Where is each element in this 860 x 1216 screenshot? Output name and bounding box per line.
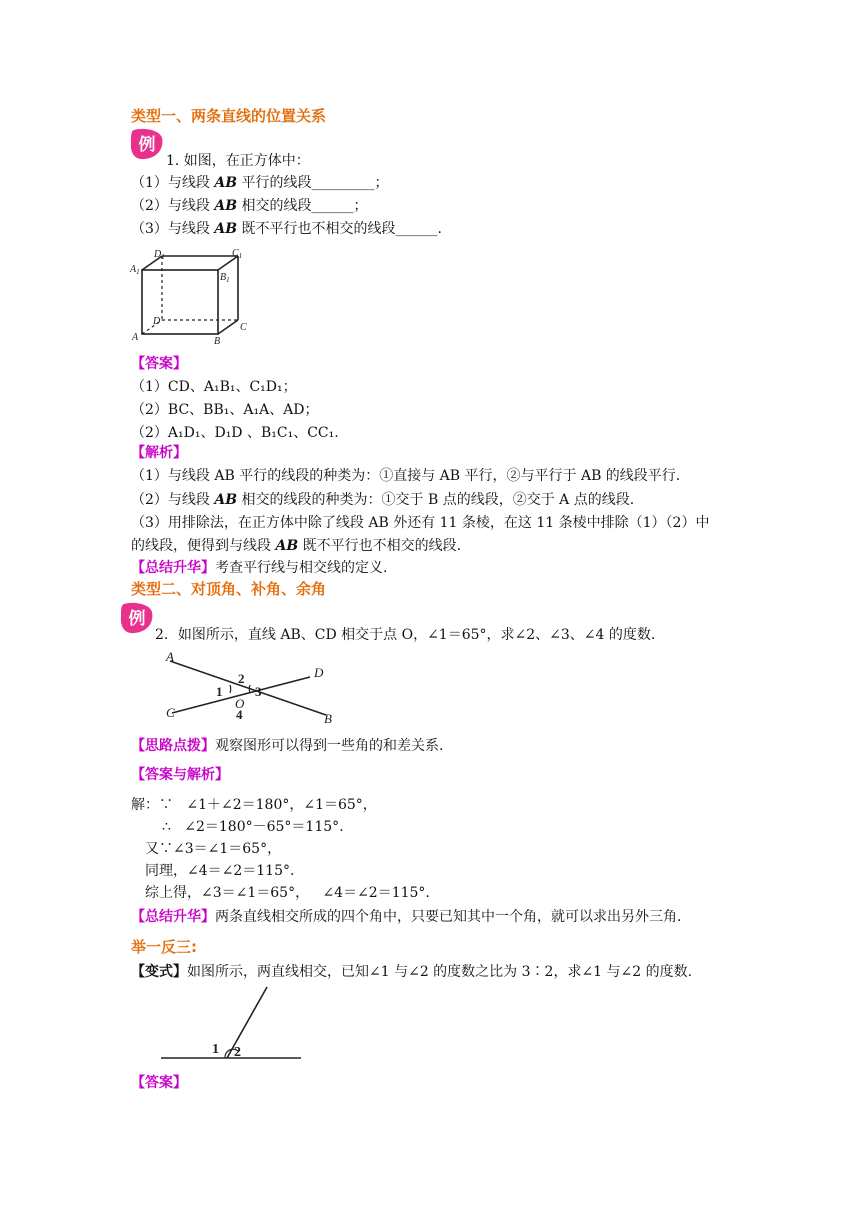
svg-text:A: A <box>132 332 139 343</box>
solution-line5: 综上得，∠3＝∠1＝65°， ∠4＝∠2＝115°. <box>145 885 430 901</box>
analysis-line4: 的线段，便得到与线段 AB 既不平行也不相交的线段. <box>131 538 462 554</box>
section1-title: 类型一、两条直线的位置关系 <box>131 107 327 125</box>
analysis-line3: （3）用排除法，在正方体中除了线段 AB 外还有 11 条棱，在这 11 条棱中排除（1）（2）中 <box>131 515 710 531</box>
svg-text:O: O <box>235 696 245 711</box>
svg-text:4: 4 <box>236 707 243 722</box>
svg-text:B1: $B_1$ <box>220 272 230 284</box>
svg-text:C: C <box>166 705 175 720</box>
answer-analysis-tag: 【答案与解析】 <box>131 767 229 783</box>
svg-text:A1: $A_1$ <box>130 264 140 276</box>
variant-question: 【变式】如图所示，两直线相交，已知∠1 与∠2 的度数之比为 3∶2，求∠1 与∠2 的度数. <box>131 964 693 980</box>
hint-line: 【思路点拨】观察图形可以得到一些角的和差关系. <box>131 738 444 754</box>
question-1-part1: （1）与线段 AB 平行的线段_________； <box>131 175 389 191</box>
svg-text:D: D <box>153 316 161 327</box>
answer-tag-1: 【答案】 <box>131 356 187 372</box>
intersecting-lines-figure <box>158 645 348 727</box>
svg-text:B: B <box>324 711 332 726</box>
svg-text:C: C <box>240 322 247 333</box>
analysis-tag: 【解析】 <box>131 445 187 461</box>
section2-title: 类型二、对顶角、补角、余角 <box>131 580 327 598</box>
question-1-intro: 1. 如图，在正方体中： <box>166 153 310 169</box>
solution-line2: ∴ ∠2＝180°－65°＝115°. <box>162 819 344 835</box>
question-2: 2．如图所示，直线 AB、CD 相交于点 O，∠1＝65°，求∠2、∠3、∠4 的度数. <box>155 627 656 643</box>
question-1-part2: （2）与线段 AB 相交的线段______； <box>131 198 368 214</box>
example-badge <box>130 128 164 160</box>
svg-text:1: 1 <box>212 1042 219 1057</box>
solution-line4: 同理，∠4＝∠2＝115°. <box>145 863 295 879</box>
svg-text:C1: $C_1$ <box>232 248 243 260</box>
solution-line1: 解：∵ ∠1＋∠2＝180°，∠1＝65°， <box>131 797 377 813</box>
svg-text:3: 3 <box>255 684 262 699</box>
badge-text: 例 <box>138 135 156 154</box>
svg-text:B: B <box>214 336 221 346</box>
svg-text:1: 1 <box>216 684 223 699</box>
angle-figure <box>155 985 305 1060</box>
example-badge-2 <box>120 602 154 634</box>
summary-2: 【总结升华】两条直线相交所成的四个角中，只要已知其中一个角，就可以求出另外三角. <box>131 909 682 925</box>
section3-title: 举一反三: <box>131 938 197 956</box>
svg-text:2: 2 <box>234 1045 241 1060</box>
badge-text-2: 例 <box>128 609 146 628</box>
solution-line3: 又∵∠3＝∠1＝65°， <box>145 841 282 857</box>
answer-1-line1: （1）CD、A₁B₁、C₁D₁； <box>131 379 297 395</box>
analysis-line1: （1）与线段 AB 平行的线段的种类为：①直接与 AB 平行，②与平行于 AB 的线段平行. <box>131 468 681 484</box>
answer-tag-3: 【答案】 <box>131 1075 187 1091</box>
svg-text:D: D <box>314 665 324 680</box>
cube-figure <box>128 248 248 346</box>
analysis-line2: （2）与线段 AB 相交的线段的种类为：①交于 B 点的线段，②交于 A 点的线段. <box>131 492 635 508</box>
answer-1-line2: （2）BC、BB₁、A₁A、AD； <box>131 402 319 418</box>
svg-text:2: 2 <box>238 671 245 686</box>
question-1-part3: （3）与线段 AB 既不平行也不相交的线段______. <box>131 221 442 237</box>
svg-text:D1: $D_1$ <box>154 249 165 261</box>
answer-1-line3: （2）A₁D₁、D₁D 、B₁C₁、CC₁. <box>131 425 339 441</box>
summary-1: 【总结升华】考查平行线与相交线的定义. <box>131 560 388 576</box>
svg-text:A: A <box>166 649 174 664</box>
